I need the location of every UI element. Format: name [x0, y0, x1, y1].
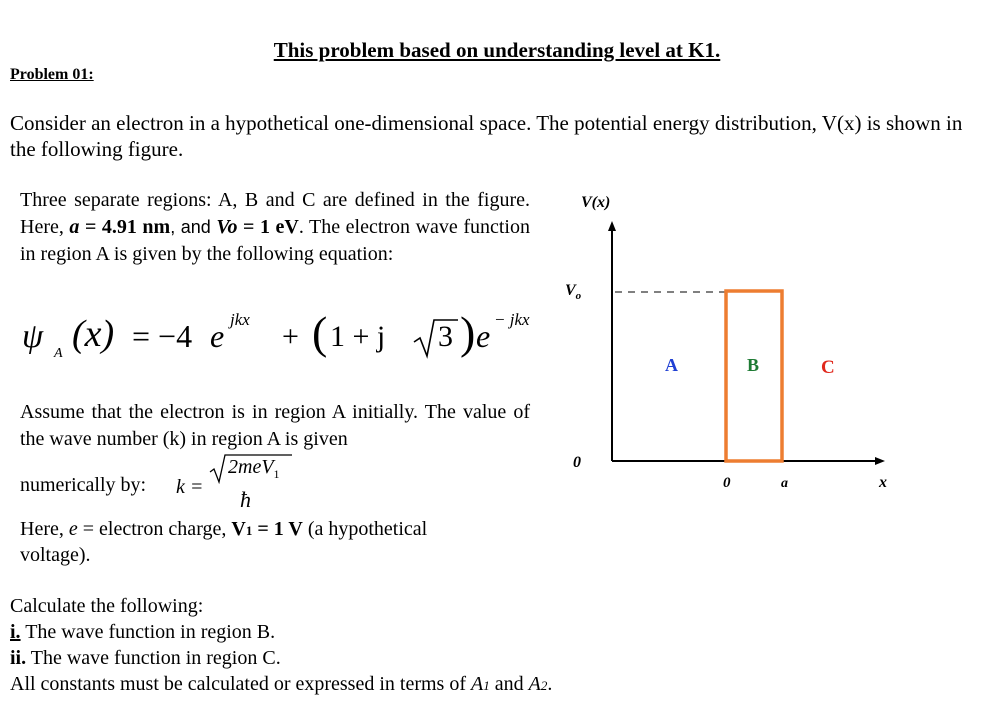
- page-title: This problem based on understanding level at K1.: [273, 38, 721, 62]
- item2-number: ii.: [10, 647, 27, 669]
- a2-symbol: A: [528, 673, 541, 695]
- list-item-2: [10, 645, 552, 671]
- equals-minus-four: = −4: [132, 318, 193, 354]
- close-paren: ): [460, 307, 476, 358]
- problem-label: Problem 01:: [10, 66, 94, 83]
- item1-text: The wave function in region B.: [20, 621, 276, 643]
- k-numerator: [228, 456, 280, 479]
- a-axis-label: a: [781, 476, 788, 491]
- calculate-intro: Calculate the following:: [10, 595, 204, 617]
- region-b-label: B: [747, 355, 760, 375]
- plus-sign: +: [282, 320, 299, 353]
- x-zero-label: 0: [723, 475, 731, 491]
- wave-function-equation: [20, 307, 540, 370]
- assume-paragraph: Assume that the electron is in region A initially. The value of the wave number (k) in region A is given: [20, 401, 530, 450]
- one-plus-j: 1 + j: [330, 320, 386, 353]
- regions-text-end: . The electron wave function in region A is given by the following equation:: [20, 216, 530, 265]
- v1-value: = 1 V: [252, 518, 303, 540]
- a1-subscript: 1: [483, 678, 490, 693]
- vo-label-sub: o: [575, 290, 582, 302]
- x-arg-text: (x): [72, 313, 115, 355]
- final-pre: All constants must be calculated or expressed in terms of: [10, 673, 471, 695]
- x-axis-label: x: [879, 474, 887, 491]
- potential-figure: [555, 185, 895, 495]
- potential-barrier: [726, 291, 782, 461]
- final-note: [10, 671, 552, 699]
- psi-subscript: A: [54, 346, 63, 361]
- a2-subscript: 2: [540, 678, 548, 693]
- v1-symbol: V: [231, 518, 246, 540]
- y-axis-label: V(x): [581, 194, 611, 211]
- vo-label: [565, 282, 582, 302]
- y-zero-label: 0: [573, 454, 581, 471]
- a-symbol: a: [69, 216, 80, 238]
- y-axis-arrowhead: [608, 221, 616, 231]
- here-part3: (a hypothetical voltage).: [20, 518, 428, 566]
- vo-equals: =: [237, 216, 260, 238]
- k-denominator: ħ: [240, 487, 251, 512]
- and-text: , and: [170, 217, 217, 237]
- exponent-1: jkx: [230, 310, 250, 329]
- a-equals: =: [79, 216, 102, 238]
- a1-symbol: A: [471, 673, 484, 695]
- item2-text: The wave function in region C.: [26, 647, 281, 669]
- calculate-section: [10, 593, 552, 699]
- final-and: and: [489, 673, 529, 695]
- k-numerator-text: 2meV: [228, 456, 274, 478]
- list-item-1: [10, 619, 552, 645]
- exp-e-1: e: [210, 318, 225, 354]
- a-value: 4.91 nm: [101, 216, 171, 238]
- sqrt3-value: 3: [438, 320, 453, 353]
- x-argument: [72, 312, 114, 356]
- regions-paragraph: [20, 187, 530, 268]
- vo-label-main: V: [565, 282, 576, 299]
- here-e-symbol: e: [68, 518, 78, 540]
- k-numerator-sub: 1: [273, 467, 280, 481]
- exp-e-2: e: [476, 318, 491, 354]
- final-end: .: [547, 673, 553, 695]
- exponent-2: − jkx: [494, 310, 530, 329]
- vo-value: 1 eV: [259, 216, 299, 238]
- here-part2: = electron charge,: [77, 518, 232, 540]
- here-paragraph: [20, 517, 490, 568]
- open-paren: (: [312, 307, 328, 358]
- vo-symbol: Vo: [216, 216, 238, 238]
- here-part1: Here,: [20, 518, 69, 540]
- regions-text-start: Three separate regions: A, B and C are defined in the figure. Here,: [20, 189, 530, 238]
- region-c-label: C: [821, 357, 835, 378]
- k-equals: k =: [176, 476, 204, 498]
- region-a-label: A: [665, 355, 678, 375]
- x-axis-arrowhead: [875, 457, 885, 465]
- psi-symbol: ψ: [22, 318, 44, 355]
- v1-subscript: 1: [245, 523, 253, 538]
- numerically-label: numerically by:: [20, 474, 147, 496]
- item1-number: i.: [10, 621, 21, 643]
- intro-paragraph: Consider an electron in a hypothetical one-dimensional space. The potential energy distribution, V(x) is shown in the following figure.: [10, 111, 963, 161]
